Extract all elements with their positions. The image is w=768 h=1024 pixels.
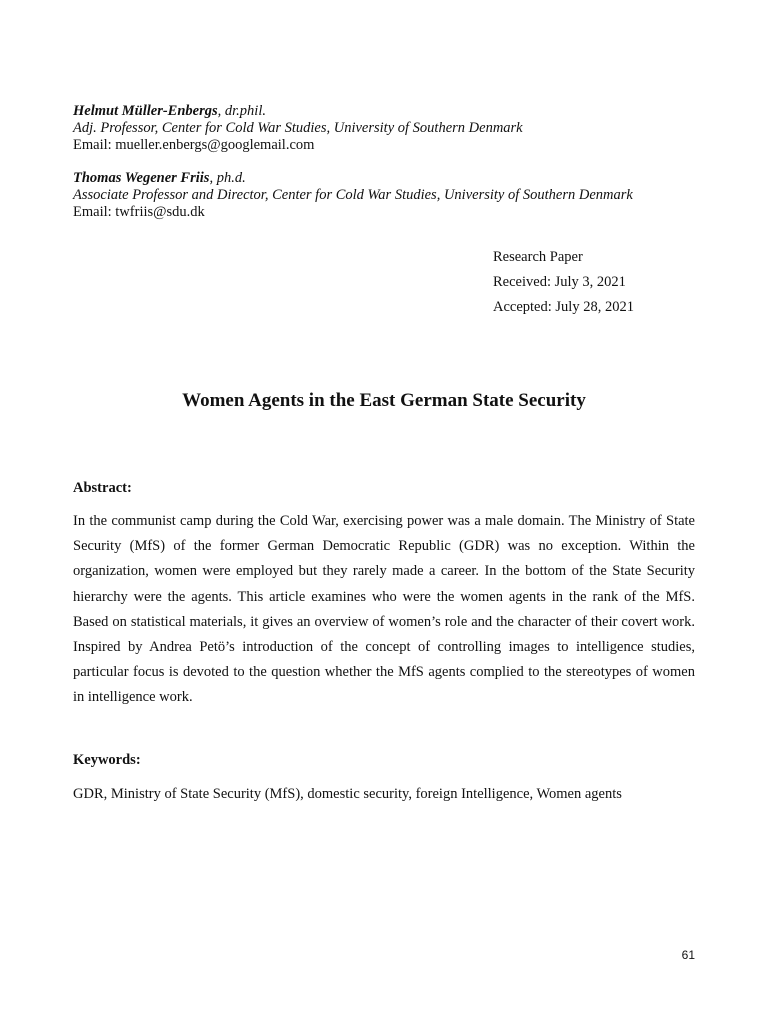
received-date: Received: July 3, 2021 [493,274,626,290]
abstract-text: In the communist camp during the Cold War, exercising power was a male domain. The Ministry of State Security (MfS) of the former German Democratic Republic (GDR) was no exception. Within the organization, women were employed but they rarely made a career. In the bottom of the State Security hierarchy were the agents. This article examines who were the women agents in the rank of the MfS. Based on statistical materials, it gives an overview of women’s role and the character of their covert work. Inspired by Andrea Petö’s introduction of the concept of controlling images to intelligence studies, particular focus is devoted to the question whether the MfS agents complied to the stereotypes of women in intelligence work. [73,513,695,706]
paper-title: Women Agents in the East German State Security [182,390,586,411]
author-degree: , dr.phil. [217,103,266,119]
author-name: Helmut Müller-Enbergs [73,103,218,119]
author-block-1 [73,103,713,154]
keywords-text: GDR, Ministry of State Security (MfS), domestic security, foreign Intelligence, Women agents [73,786,622,802]
author-affiliation: Associate Professor and Director, Center for Cold War Studies, University of Southern Denmark [73,187,633,203]
author-name: Thomas Wegener Friis [73,170,210,186]
paper-type: Research Paper [493,249,583,265]
author-degree: , ph.d. [209,170,246,186]
accepted-date: Accepted: July 28, 2021 [493,299,634,315]
keywords-heading: Keywords: [73,752,141,768]
paper-meta [493,245,634,320]
author-block-2 [73,170,713,221]
page-number: 61 [681,948,695,962]
author-email: Email: twfriis@sdu.dk [73,204,205,220]
author-email: Email: mueller.enbergs@googlemail.com [73,137,315,153]
author-name-line [73,103,713,120]
author-affiliation: Adj. Professor, Center for Cold War Studies, University of Southern Denmark [73,120,523,136]
abstract-heading: Abstract: [73,480,132,496]
author-name-line [73,170,713,187]
